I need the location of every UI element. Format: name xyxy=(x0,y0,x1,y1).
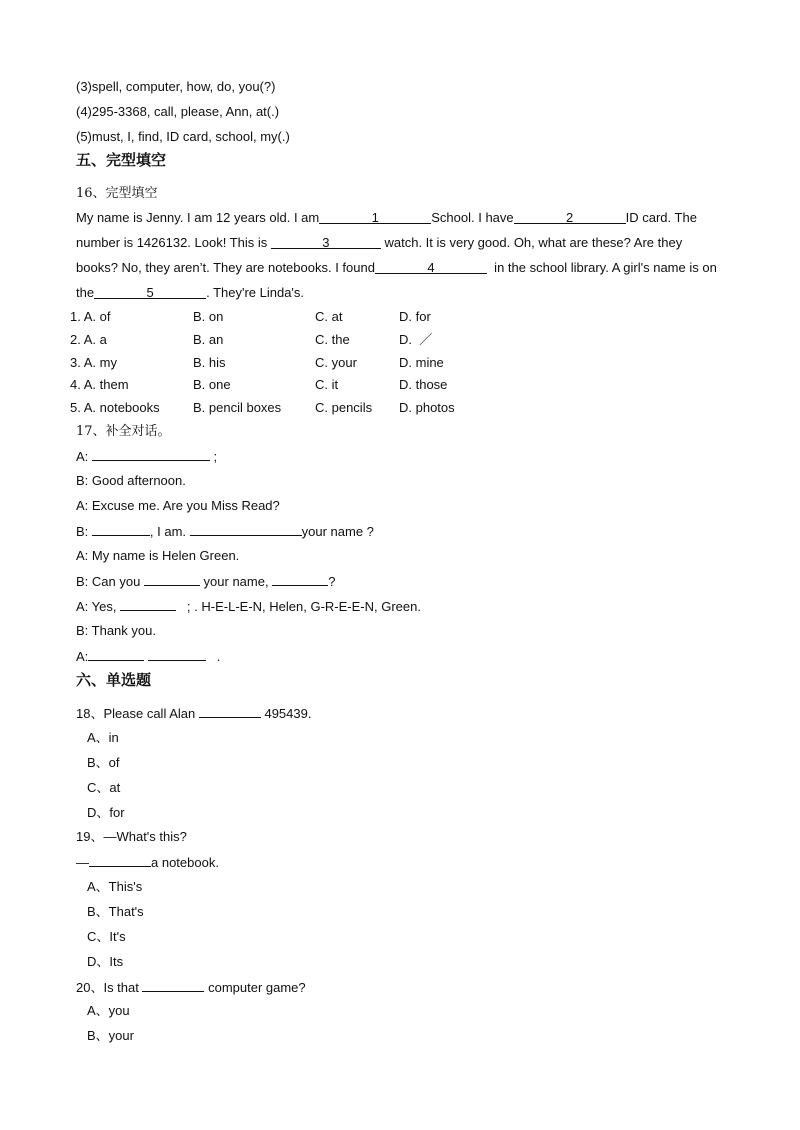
question-19-option-a[interactable]: A、This's xyxy=(87,879,143,894)
dialogue-blank-2[interactable] xyxy=(92,523,150,536)
cloze-option-5d[interactable]: D. photos xyxy=(399,400,455,415)
cloze-line-2 xyxy=(76,235,682,251)
dialogue-line-2: B: Good afternoon. xyxy=(76,473,186,488)
question-19-blank xyxy=(89,854,151,867)
cloze-option-2d[interactable]: D. ／ xyxy=(399,332,433,347)
dialogue-text: A: Yes, xyxy=(76,599,121,614)
section-heading-5: 五、完型填空 xyxy=(76,152,167,169)
reorder-item-5: (5)must, I, find, ID card, school, my(.) xyxy=(76,129,290,144)
question-18-option-c[interactable]: C、at xyxy=(87,780,121,795)
dialogue-line-4 xyxy=(76,523,374,540)
question-18-stem xyxy=(76,705,311,722)
cloze-option-1a[interactable]: 1. A. of xyxy=(70,309,111,324)
dialogue-text: ? xyxy=(328,574,336,589)
cloze-blank-1[interactable]: 1 xyxy=(319,211,431,224)
dialogue-line-6 xyxy=(76,573,335,590)
reorder-item-4: (4)295-3368, call, please, Ann, at(.) xyxy=(76,104,280,119)
cloze-line-4 xyxy=(76,285,304,301)
question-text: — xyxy=(76,855,89,870)
dialogue-blank-1[interactable] xyxy=(92,448,210,461)
cloze-option-2b[interactable]: B. an xyxy=(193,332,224,347)
dialogue-text: your name ? xyxy=(301,524,374,539)
dialogue-line-5: A: My name is Helen Green. xyxy=(76,548,240,563)
cloze-text: in the school library. A girl's name is on xyxy=(486,260,717,275)
cloze-option-4b[interactable]: B. one xyxy=(193,377,231,392)
dialogue-text: your name, xyxy=(199,574,273,589)
question-text: 18、Please call Alan xyxy=(76,706,199,721)
dialogue-line-1 xyxy=(76,448,217,465)
cloze-text: . They're Linda's. xyxy=(206,285,305,300)
dialogue-line-3: A: Excuse me. Are you Miss Read? xyxy=(76,498,280,513)
question-text: a notebook. xyxy=(151,855,219,870)
question-19-option-c[interactable]: C、It's xyxy=(87,929,126,944)
cloze-option-3b[interactable]: B. his xyxy=(193,355,226,370)
cloze-option-2a[interactable]: 2. A. a xyxy=(70,332,107,347)
question-18-option-a[interactable]: A、in xyxy=(87,730,119,745)
question-20-option-a[interactable]: A、you xyxy=(87,1003,130,1018)
dialogue-blank-7[interactable] xyxy=(88,648,144,661)
reorder-item-3: (3)spell, computer, how, do, you(?) xyxy=(76,79,276,94)
question-text: 495439. xyxy=(260,706,312,721)
question-20-blank xyxy=(142,979,204,992)
question-19-option-b[interactable]: B、That's xyxy=(87,904,144,919)
dialogue-blank-3[interactable] xyxy=(190,523,302,536)
cloze-option-3a[interactable]: 3. A. my xyxy=(70,355,117,370)
cloze-text: number is 1426132. Look! This is xyxy=(76,235,271,250)
cloze-blank-3[interactable]: 3 xyxy=(271,236,381,249)
dialogue-text: . xyxy=(205,649,221,664)
section-heading-6: 六、单选题 xyxy=(76,672,152,689)
cloze-option-4c[interactable]: C. it xyxy=(315,377,339,392)
question-17-title: 17、补全对话。 xyxy=(76,424,171,439)
cloze-blank-5[interactable]: 5 xyxy=(94,286,206,299)
question-18-option-d[interactable]: D、for xyxy=(87,805,125,820)
dialogue-text: B: Can you xyxy=(76,574,144,589)
cloze-text: books? No, they aren’t. They are notebooks. I found xyxy=(76,260,375,275)
cloze-text: School. I have xyxy=(431,210,514,225)
cloze-blank-4[interactable]: 4 xyxy=(375,261,487,274)
question-text: 20、Is that xyxy=(76,980,143,995)
dialogue-text: ; xyxy=(209,449,218,464)
dialogue-blank-6[interactable] xyxy=(120,598,176,611)
cloze-text: watch. It is very good. Oh, what are these? Are they xyxy=(380,235,683,250)
dialogue-line-7 xyxy=(76,598,421,615)
question-20-option-b[interactable]: B、your xyxy=(87,1028,134,1043)
cloze-option-3d[interactable]: D. mine xyxy=(399,355,444,370)
question-19-answer-line xyxy=(76,854,219,871)
cloze-option-5a[interactable]: 5. A. notebooks xyxy=(70,400,160,415)
cloze-option-3c[interactable]: C. your xyxy=(315,355,357,370)
cloze-blank-2[interactable]: 2 xyxy=(514,211,626,224)
cloze-text: My name is Jenny. I am 12 years old. I am xyxy=(76,210,320,225)
dialogue-blank-8[interactable] xyxy=(148,648,206,661)
dialogue-blank-4[interactable] xyxy=(144,573,200,586)
dialogue-line-8: B: Thank you. xyxy=(76,623,156,638)
cloze-option-5c[interactable]: C. pencils xyxy=(315,400,373,415)
dialogue-blank-5[interactable] xyxy=(272,573,328,586)
dialogue-text: , I am. xyxy=(149,524,190,539)
dialogue-text: A: xyxy=(76,449,92,464)
question-16-title: 16、完型填空 xyxy=(76,186,158,201)
question-18-blank xyxy=(199,705,261,718)
question-20-stem xyxy=(76,979,306,996)
cloze-option-1d[interactable]: D. for xyxy=(399,309,431,324)
cloze-option-2c[interactable]: C. the xyxy=(315,332,350,347)
cloze-line-3 xyxy=(76,260,717,276)
cloze-option-1c[interactable]: C. at xyxy=(315,309,343,324)
dialogue-text: ; . H-E-L-E-N, Helen, G-R-E-E-N, Green. xyxy=(176,599,421,614)
dialogue-text: B: xyxy=(76,524,92,539)
cloze-option-5b[interactable]: B. pencil boxes xyxy=(193,400,282,415)
dialogue-line-9 xyxy=(76,648,220,665)
cloze-line-1 xyxy=(76,210,697,226)
cloze-option-1b[interactable]: B. on xyxy=(193,309,224,324)
cloze-option-4a[interactable]: 4. A. them xyxy=(70,377,129,392)
cloze-text: the xyxy=(76,285,95,300)
question-19-option-d[interactable]: D、Its xyxy=(87,954,124,969)
question-19-stem: 19、—What's this? xyxy=(76,829,187,844)
dialogue-text: A: xyxy=(76,649,89,664)
question-text: computer game? xyxy=(204,980,306,995)
question-18-option-b[interactable]: B、of xyxy=(87,755,120,770)
cloze-option-4d[interactable]: D. those xyxy=(399,377,448,392)
cloze-text: ID card. The xyxy=(625,210,697,225)
